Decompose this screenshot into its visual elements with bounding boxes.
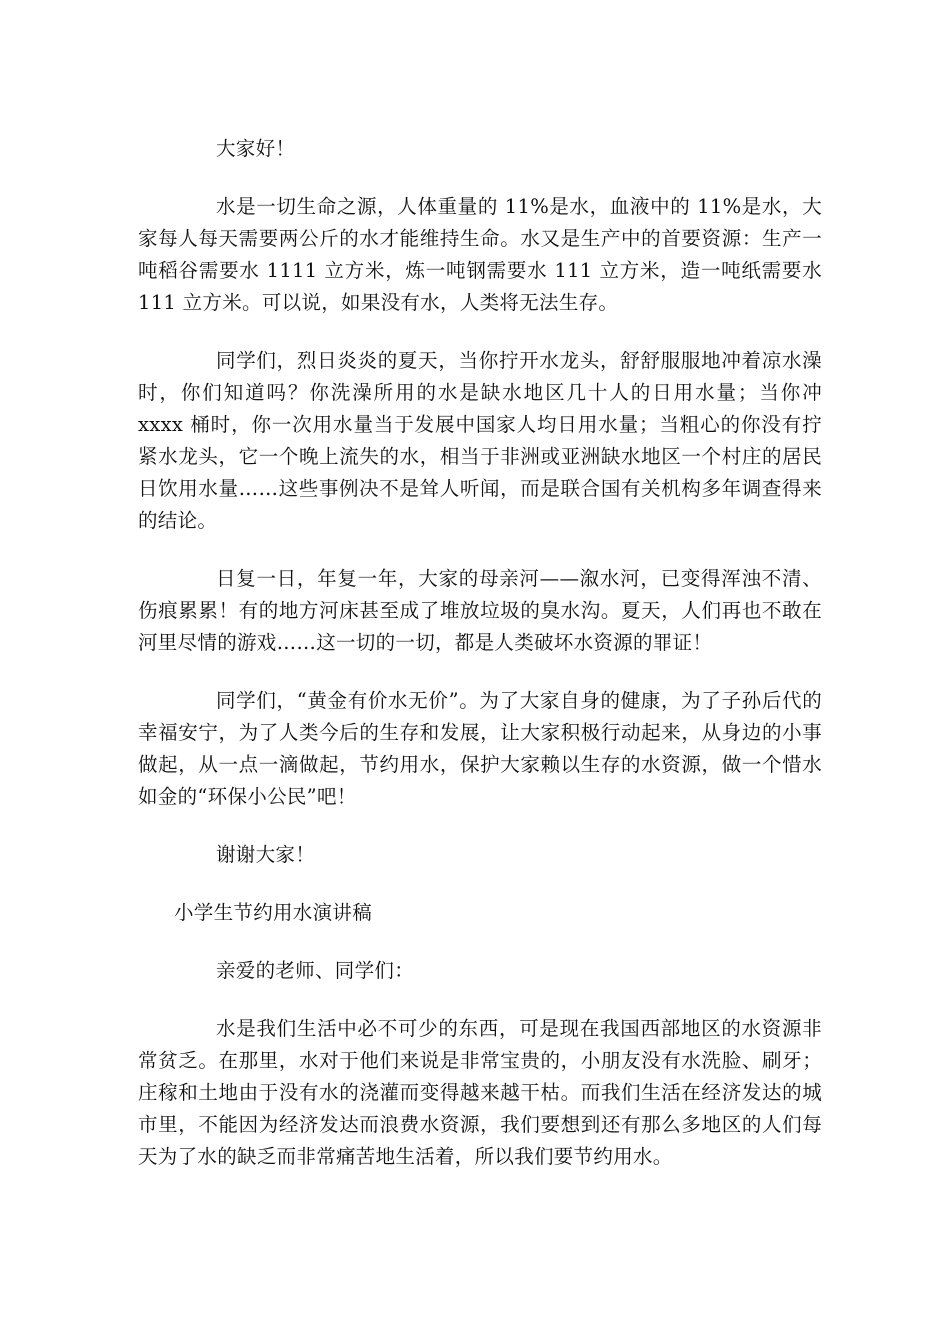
paragraph-western-region: 水是我们生活中必不可少的东西，可是现在我国西部地区的水资源非常贫乏。在那里，水对于他们来说是非常宝贵的，小朋友没有水洗脸、刷牙；庄稼和土地由于没有水的浇灌而变得越来越干枯。而我们生活在经济发达的城市里，不能因为经济发达而浪费水资源，我们要想到还有那么多地区的人们每天为了水的缺乏而非常痛苦地生活着，所以我们要节约用水。	[138, 1017, 822, 1168]
salutation: 亲爱的老师、同学们：	[216, 959, 415, 982]
greeting: 大家好！	[216, 137, 296, 160]
paragraph-call-to-action: 同学们，“黄金有价水无价”。为了大家自身的健康，为了子孙后代的幸福安宁，为了人类今后的生存和发展，让大家积极行动起来，从身边的小事做起，从一点一滴做起，节约用水，保护大家赖以生存的水资源，做一个惜水如金的“环保小公民”吧！	[138, 689, 822, 808]
section-title: 小学生节约用水演讲稿	[174, 901, 373, 924]
paragraph-summer-usage: 同学们，烈日炎炎的夏天，当你拧开水龙头，舒舒服服地冲着凉水澡时，你们知道吗？你洗澡所用的水是缺水地区几十人的日用水量；当你冲 xxxx 桶时，你一次用水量当于发展中国家人均日用水量；当粗心的你没有拧紧水龙头，它一个晚上流失的水，相当于非洲或亚洲缺水地区一个村庄的居民日饮用水量……这些事例决不是耸人听闻，而是联合国有关机构多年调查得来的结论。	[138, 349, 822, 532]
closing-thanks: 谢谢大家！	[216, 843, 316, 866]
paragraph-water-source: 水是一切生命之源，人体重量的 11%是水，血液中的 11%是水，大家每人每天需要两公斤的水才能维持生命。水又是生产中的首要资源：生产一吨稻谷需要水 1111 立方米，炼一吨钢需要水 111 立方米，造一吨纸需要水 111 立方米。可以说，如果没有水，人类将无法生存。	[138, 195, 822, 314]
document-body	[138, 133, 822, 1199]
paragraph-mother-river: 日复一日，年复一年，大家的母亲河——溆水河，已变得浑浊不清、伤痕累累！有的地方河床甚至成了堆放垃圾的臭水沟。夏天，人们再也不敢在河里尽情的游戏……这一切的一切，都是人类破坏水资源的罪证！	[138, 567, 822, 654]
